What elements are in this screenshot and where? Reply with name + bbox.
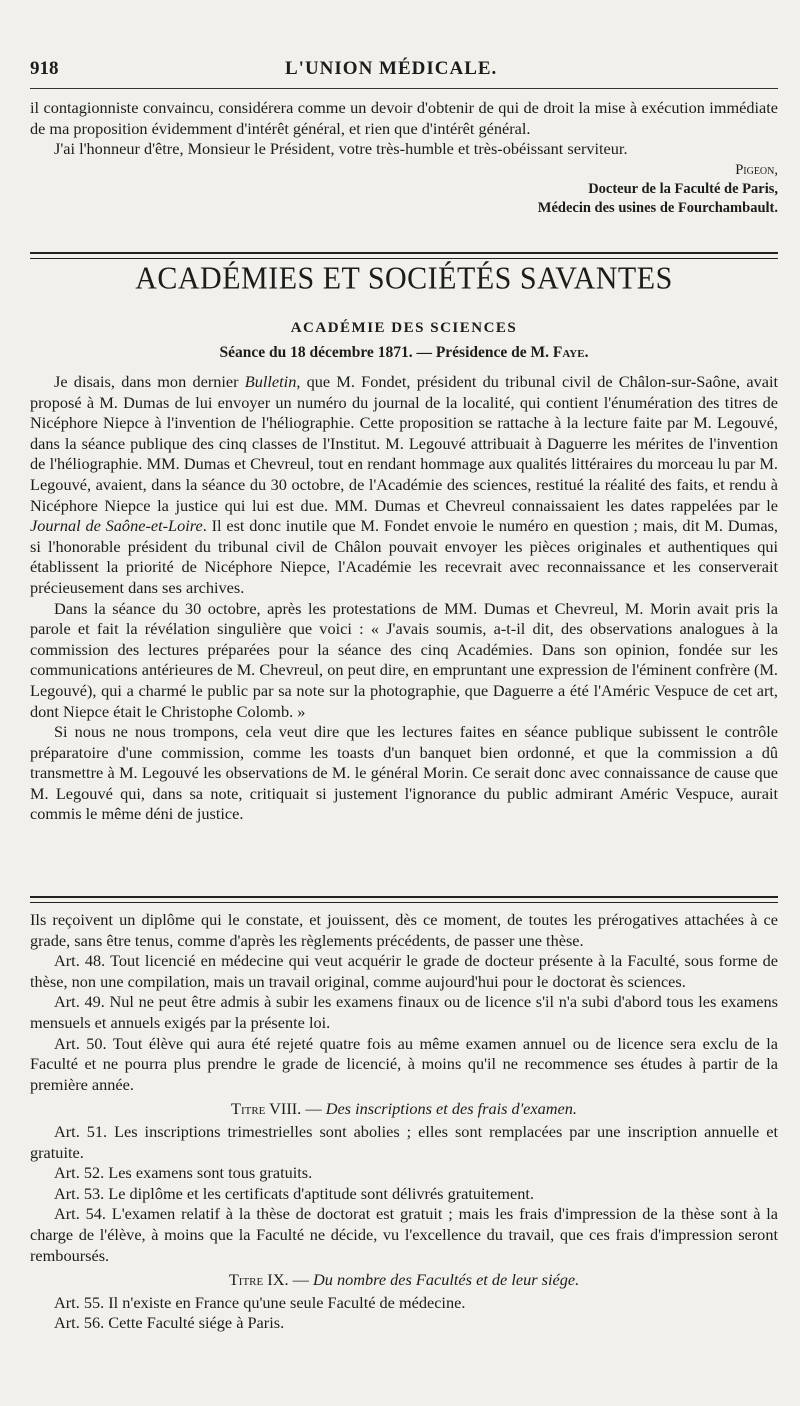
page-number: 918 bbox=[30, 58, 59, 79]
letter-paragraph: J'ai l'honneur d'être, Monsieur le Président, votre très-humble et très-obéissant serviteur. bbox=[54, 139, 628, 159]
article-paragraph: Dans la séance du 30 octobre, après les protestations de MM. Dumas et Chevreul, M. Morin avait pris la parole et fait la révélation singulière que voici : « J'avais soumis, a-t-il dit, des observations analogues à la commission des lectures préparées pour la séance des cinq Académies. Dans son opinion, fondée sur les communications antérieures de M. Chevreul, on peut dire, en empruntant une expression de l'éminent confrère (M. Legouvé), qui a charmé le public par sa note sur la photographie, que Daguerre a été l'Améric Vespuce de cet art, dont Niepce était le Christophe Colomb. » bbox=[30, 598, 778, 721]
section-rule bbox=[30, 896, 778, 903]
signature-name: Pigeon, bbox=[735, 161, 778, 178]
decree-paragraph: Ils reçoivent un diplôme qui le constate, et jouissent, dès ce moment, de toutes les prérogatives attachées à ce grade, sans être tenus, comme d'après les règlements précédents, de passer une thèse. bbox=[30, 910, 778, 950]
signature-line: Docteur de la Faculté de Paris, bbox=[588, 180, 778, 197]
letter-closing bbox=[30, 98, 778, 218]
decree-article: Art. 52. Les examens sont tous gratuits. bbox=[54, 1163, 313, 1183]
page-header bbox=[30, 58, 778, 86]
signature-line: Médecin des usines de Fourchambault. bbox=[537, 199, 778, 216]
decree-article: Art. 48. Tout licencié en médecine qui veut acquérir le grade de docteur présente à la Faculté, sous forme de thèse, non une compilation, mais un travail original, comme aujourd'hui pour le doctorat ès sciences. bbox=[30, 951, 778, 991]
decree-article: Art. 50. Tout élève qui aura été rejeté quatre fois au même examen annuel ou de licence sera exclu de la Faculté et ne pourra plus prendre le grade de licencié, à moins qu'il ne recommence ses études à partir de la première année. bbox=[30, 1033, 778, 1094]
titre-heading: Titre IX. — Du nombre des Facultés et de leur siége. bbox=[228, 1270, 580, 1290]
journal-title: L'UNION MÉDICALE. bbox=[285, 58, 498, 79]
letter-paragraph: il contagionniste convaincu, considérera comme un devoir d'obtenir de qui de droit la mise à exécution immédiate de ma proposition évidemment d'intérêt général, et rien que d'intérêt général. bbox=[30, 98, 778, 138]
decree-article: Art. 56. Cette Faculté siége à Paris. bbox=[54, 1313, 285, 1333]
article-paragraph: Si nous ne nous trompons, cela veut dire que les lectures faites en séance publique subissent le contrôle préparatoire d'une commission, comme les toasts d'un banquet bien ordonné, et que la commission a dû transmettre à M. Legouvé les observations de M. le général Morin. Ce serait donc avec connaissance de cause que M. Legouvé qui, dans sa note, critiquait si justement l'ignorance du public admirant Améric Vespuce, aurait commis le même déni de justice. bbox=[30, 722, 778, 824]
section-rule bbox=[30, 252, 778, 259]
section-title: ACADÉMIES ET SOCIÉTÉS SAVANTES bbox=[135, 261, 673, 296]
decree-article: Art. 55. Il n'existe en France qu'une seule Faculté de médecine. bbox=[54, 1292, 466, 1312]
seance-line: Séance du 18 décembre 1871. — Présidence de M. Faye. bbox=[219, 344, 589, 361]
header-rule bbox=[30, 88, 778, 89]
decree-article: Art. 53. Le diplôme et les certificats d'aptitude sont délivrés gratuitement. bbox=[54, 1183, 534, 1203]
decree-article: Art. 51. Les inscriptions trimestrielles sont abolies ; elles sont remplacées par une inscription annuelle et gratuite. bbox=[30, 1121, 778, 1162]
decree-body bbox=[30, 910, 778, 1334]
titre-heading: Titre VIII. — Des inscriptions et des frais d'examen. bbox=[231, 1099, 577, 1119]
article-body bbox=[30, 372, 778, 825]
section-subtitle: ACADÉMIE DES SCIENCES bbox=[290, 320, 518, 336]
article-paragraph: Je disais, dans mon dernier Bulletin, que M. Fondet, président du tribunal civil de Châlon-sur-Saône, avait proposé à M. Dumas de lui envoyer un numéro du journal de la localité, qui contient l'énumération des titres de Nicéphore Niepce à l'invention de l'héliographie. Cette proposition se rattache à la lecture faite par M. Legouvé, dans la séance publique des cinq classes de l'Institut. M. Legouvé attribuait à Daguerre les mérites de l'invention de l'héliographie. MM. Dumas et Chevreul, tout en rendant hommage aux qualités littéraires du morceau lu par M. Legouvé, avaient, dans la séance du 30 octobre, de l'Académie des sciences, restitué la réalité des faits, et rendu à Nicéphore Niepce la justice qui lui est due. MM. Dumas et Chevreul connaissaient les dates rappelées par le Journal de Saône-et-Loire. Il est donc inutile que M. Fondet envoie le numéro en question ; mais, dit M. Dumas, si l'honorable président du tribunal civil de Châlon pouvait envoyer les pièces originales et authentiques qui établissent la priorité de Nicéphore Niepce, l'Académie les recevrait avec reconnaissance et les conserverait précieusement dans ses archives. bbox=[30, 372, 778, 597]
decree-article: Art. 54. L'examen relatif à la thèse de doctorat est gratuit ; mais les frais d'impression de la thèse sont à la charge de l'élève, à moins que la Faculté ne décide, vu l'excellence du travail, que ces frais d'impression seront remboursés. bbox=[30, 1204, 778, 1265]
decree-article: Art. 49. Nul ne peut être admis à subir les examens finaux ou de licence s'il n'a subi d'abord tous les examens mensuels et annuels exigés par la présente loi. bbox=[30, 992, 778, 1032]
